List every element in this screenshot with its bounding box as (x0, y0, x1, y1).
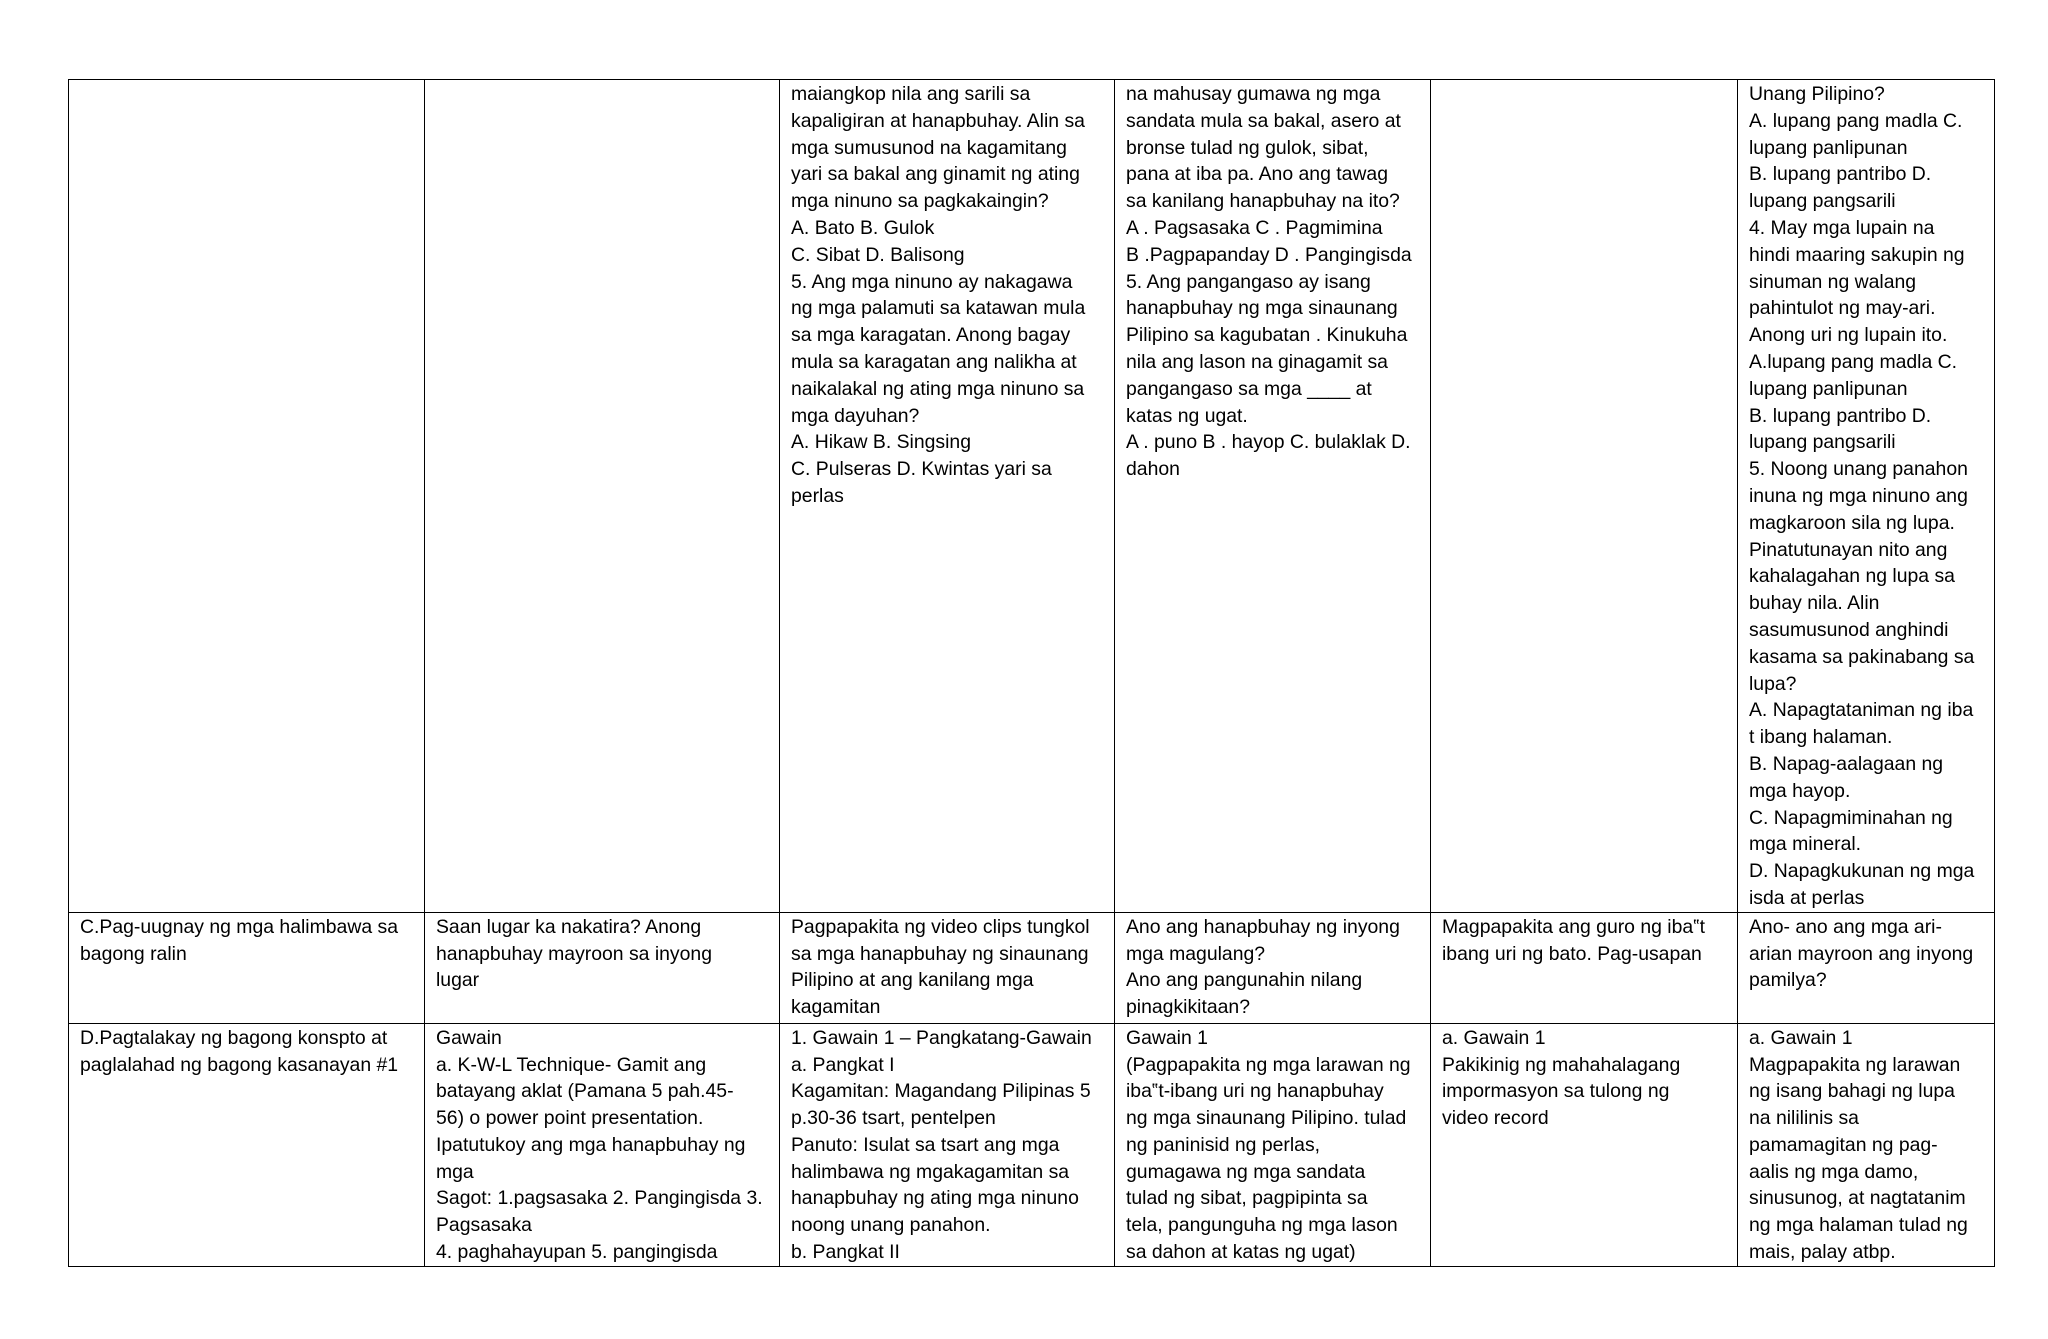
table-cell-day-5: a. Gawain 1 Magpapakita ng larawan ng isang bahagi ng lupa na nililinis sa pamamagitan ng pag- aalis ng mga damo, sinusunog, at nagtatanim ng mga halaman tulad ng mais, palay atbp. (1738, 1023, 1995, 1266)
table-cell-day-2: maiangkop nila ang sarili sa kapaligiran at hanapbuhay. Alin sa mga sumusunod na kagamitang yari sa bakal ang ginamit ng ating mga ninuno sa pagkakaingin? A. Bato B. Gulok C. Sibat D. Balisong 5. Ang mga ninuno ay nakagawa ng mga palamuti sa katawan mula sa mga karagatan. Anong bagay mula sa karagatan ang nalikha at naikalakal ng ating mga ninuno sa mga dayuhan? A. Hikaw B. Singsing C. Pulseras D. Kwintas yari sa perlas (780, 80, 1115, 913)
table-cell-day-3: Gawain 1 (Pagpapakita ng mga larawan ng iba‟t-ibang uri ng hanapbuhay ng mga sinaunang Pilipino. tulad ng paninisid ng perlas, gumagawa ng mga sandata tulad ng sibat, pagpipinta sa tela, pangunguha ng mga lason sa dahon at katas ng ugat) (1115, 1023, 1431, 1266)
lesson-plan-table (68, 79, 1995, 1267)
table-cell-day-1: Gawain a. K-W-L Technique- Gamit ang batayang aklat (Pamana 5 pah.45- 56) o power point presentation. Ipatutukoy ang mga hanapbuhay ng mga Sagot: 1.pagsasaka 2. Pangingisda 3. Pagsasaka 4. paghahayupan 5. pangingisda (425, 1023, 780, 1266)
table-cell-day-1: Saan lugar ka nakatira? Anong hanapbuhay mayroon sa inyong lugar (425, 912, 780, 1023)
table-cell-day-5: Ano- ano ang mga ari- arian mayroon ang inyong pamilya? (1738, 912, 1995, 1023)
table-cell-day-2: 1. Gawain 1 – Pangkatang-Gawain a. Pangkat I Kagamitan: Magandang Pilipinas 5 p.30-36 tsart, pentelpen Panuto: Isulat sa tsart ang mga halimbawa ng mgakagamitan sa hanapbuhay ng ating mga ninuno noong unang panahon. b. Pangkat II (780, 1023, 1115, 1266)
table-cell-day-2: Pagpapakita ng video clips tungkol sa mga hanapbuhay ng sinaunang Pilipino at ang kanilang mga kagamitan (780, 912, 1115, 1023)
table-cell-day-3: na mahusay gumawa ng mga sandata mula sa bakal, asero at bronse tulad ng gulok, sibat, pana at iba pa. Ano ang tawag sa kanilang hanapbuhay na ito? A . Pagsasaka C . Pagmimina B .Pagpapanday D . Pangingisda 5. Ang pangangaso ay isang hanapbuhay ng mga sinaunang Pilipino sa kagubatan . Kinukuha nila ang lason na ginagamit sa pangangaso sa mga ____ at katas ng ugat. A . puno B . hayop C. bulaklak D. dahon (1115, 80, 1431, 913)
table-cell-day-5: Unang Pilipino? A. lupang pang madla C. lupang panlipunan B. lupang pantribo D. lupang pangsarili 4. May mga lupain na hindi maaring sakupin ng sinuman ng walang pahintulot ng may-ari. Anong uri ng lupain ito. A.lupang pang madla C. lupang panlipunan B. lupang pantribo D. lupang pangsarili 5. Noong unang panahon inuna ng mga ninuno ang magkaroon sila ng lupa. Pinatutunayan nito ang kahalagahan ng lupa sa buhay nila. Alin sasumusunod anghindi kasama sa pakinabang sa lupa? A. Napagtataniman ng iba t ibang halaman. B. Napag-aalagaan ng mga hayop. C. Napagmiminahan ng mga mineral. D. Napagkukunan ng mga isda at perlas (1738, 80, 1995, 913)
table-row (69, 912, 1995, 1023)
table-cell-day-3: Ano ang hanapbuhay ng inyong mga magulang? Ano ang pangunahin nilang pinagkikitaan? (1115, 912, 1431, 1023)
table-cell-procedure: C.Pag-uugnay ng mga halimbawa sa bagong ralin (69, 912, 425, 1023)
table-cell-day-4: Magpapakita ang guro ng iba‟t ibang uri ng bato. Pag-usapan (1431, 912, 1738, 1023)
table-row (69, 80, 1995, 913)
table-cell-day-1 (425, 80, 780, 913)
table-cell-procedure: D.Pagtalakay ng bagong konspto at paglalahad ng bagong kasanayan #1 (69, 1023, 425, 1266)
table-cell-day-4: a. Gawain 1 Pakikinig ng mahahalagang impormasyon sa tulong ng video record (1431, 1023, 1738, 1266)
table-row (69, 1023, 1995, 1266)
table-cell-day-4 (1431, 80, 1738, 913)
table-cell-procedure (69, 80, 425, 913)
